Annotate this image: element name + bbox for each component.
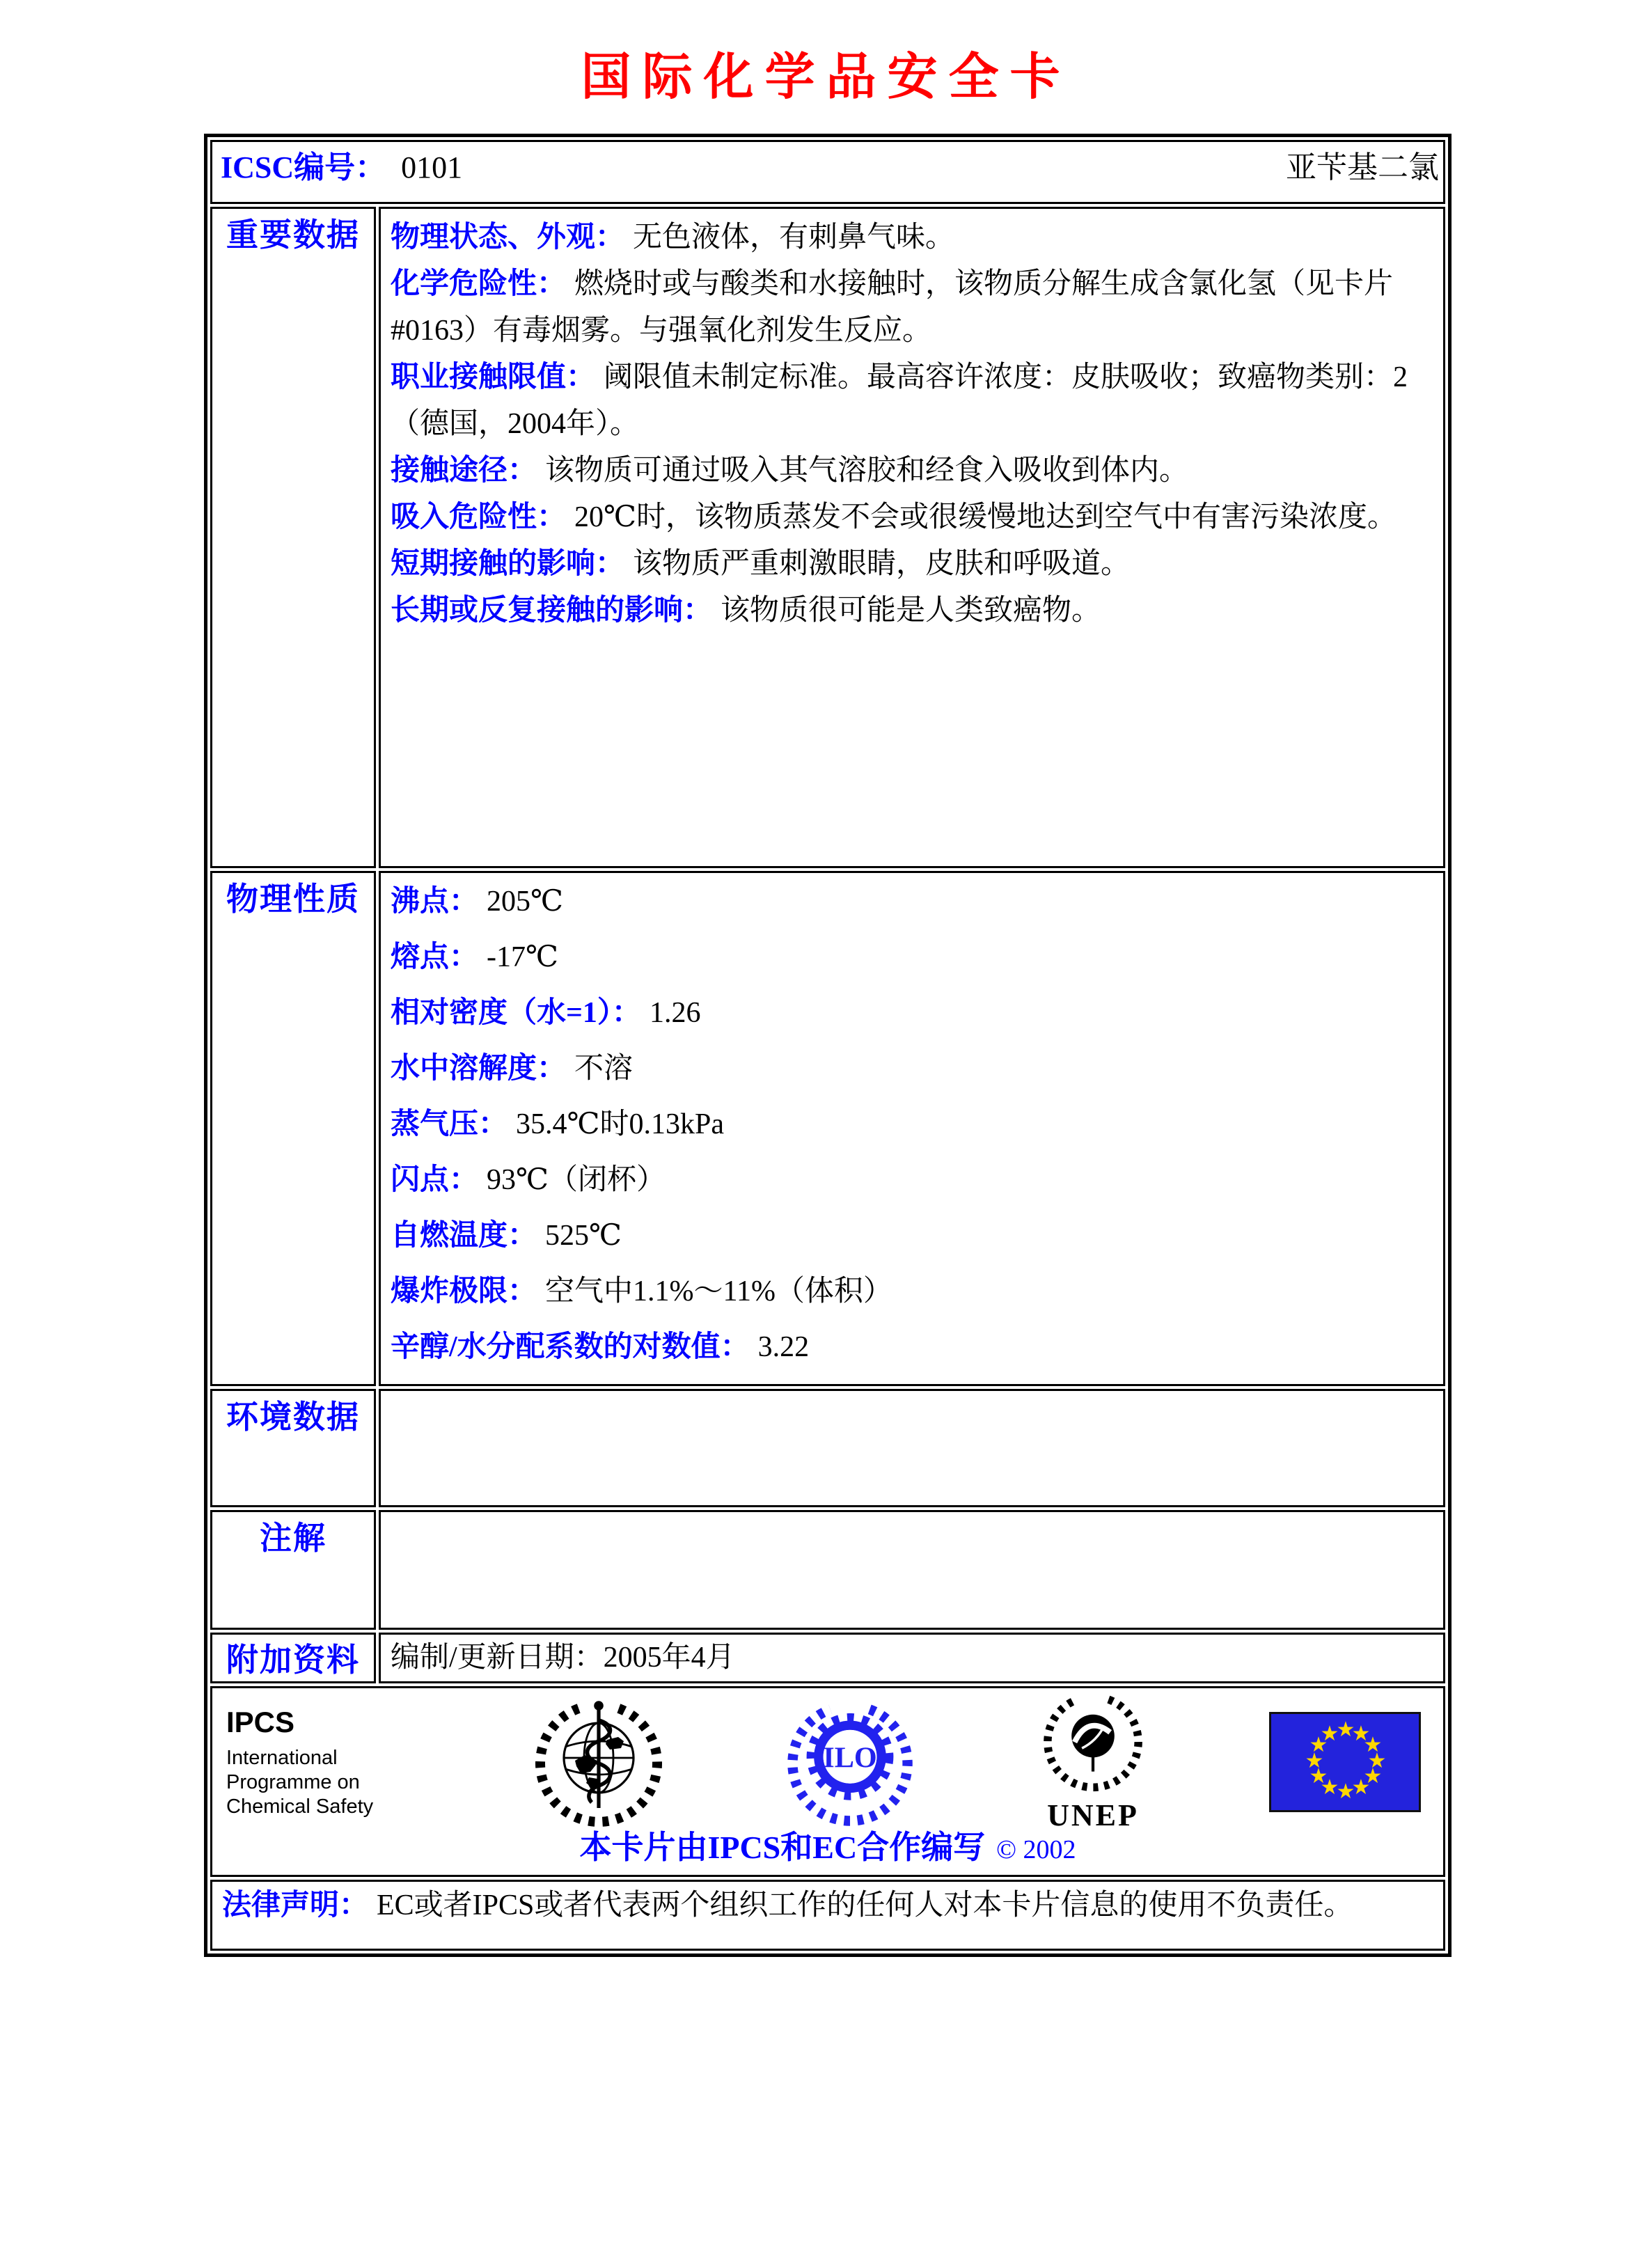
field-water-solubility [391, 1046, 1433, 1092]
field-flash-point [391, 1157, 1433, 1204]
field-label: 职业接触限值： [391, 361, 596, 393]
field-label: 沸点： [391, 886, 479, 918]
field-label: 接触途径： [391, 455, 537, 487]
field-value: 无色液体，有刺鼻气味。 [633, 221, 955, 253]
important-data-row [210, 207, 1445, 868]
field-value: 燃烧时或与酸类和水接触时，该物质分解生成含氯化氢（见卡片#0163）有毒烟雾。与强氧化剂发生反应。 [391, 268, 1394, 347]
notes-row [210, 1510, 1445, 1630]
unep-logo-icon [1032, 1692, 1154, 1796]
field-value: 该物质很可能是人类致癌物。 [721, 595, 1101, 627]
field-value: 205℃ [487, 886, 563, 918]
eu-star: ★ [1320, 1722, 1339, 1746]
chemical-name: 亚苄基二氯 [1286, 150, 1439, 184]
field-long-term-effects [391, 588, 1433, 634]
field-value: 空气中1.1%～11%（体积） [545, 1275, 892, 1307]
eu-star: ★ [1305, 1749, 1324, 1773]
copyright-text: © 2002 [996, 1835, 1076, 1864]
ipcs-acronym: IPCS [226, 1705, 295, 1738]
section-label-notes: 注解 [210, 1510, 376, 1630]
field-value: 3.22 [757, 1331, 810, 1363]
physical-properties-content [379, 871, 1445, 1386]
field-short-term-effects [391, 541, 1433, 588]
ilo-logo-icon [783, 1695, 917, 1829]
additional-info-row [210, 1633, 1445, 1683]
field-label: 物理状态、外观： [391, 221, 625, 253]
unep-wordmark: UNEP [1047, 1798, 1139, 1832]
icsc-number-value: 0101 [401, 150, 463, 184]
field-exposure-routes [391, 448, 1433, 494]
notes-content [379, 1510, 1445, 1630]
header-row [210, 140, 1445, 204]
field-value: 阈限值未制定标准。最高容许浓度：皮肤吸收；致癌物类别：2（德国，2004年）。 [391, 361, 1408, 440]
section-label-environmental-data: 环境数据 [210, 1389, 376, 1507]
environmental-data-content [379, 1389, 1445, 1507]
field-occupational-limit [391, 354, 1433, 448]
legal-notice-text: EC或者IPCS或者代表两个组织工作的任何人对本卡片信息的使用不负责任。 [377, 1889, 1353, 1921]
field-relative-density [391, 990, 1433, 1037]
eu-star: ★ [1351, 1722, 1371, 1746]
field-label: 化学危险性： [391, 268, 567, 300]
important-data-content [379, 207, 1445, 868]
eu-star: ★ [1320, 1775, 1339, 1800]
icsc-number-label: ICSC编号： [221, 150, 386, 184]
field-autoignition-temperature [391, 1213, 1433, 1259]
section-label-physical-properties: 物理性质 [210, 871, 376, 1386]
eu-star: ★ [1363, 1764, 1383, 1789]
additional-info-content: 编制/更新日期：2005年4月 [379, 1633, 1445, 1683]
field-label: 闪点： [391, 1164, 479, 1196]
field-label: 自燃温度： [391, 1220, 537, 1252]
field-value: 1.26 [649, 997, 701, 1029]
field-value: 35.4℃时0.13kPa [516, 1108, 724, 1140]
legal-notice-label: 法律声明： [222, 1889, 369, 1921]
field-explosive-limits [391, 1268, 1433, 1315]
field-label: 长期或反复接触的影响： [391, 595, 713, 627]
field-physical-state [391, 214, 1433, 261]
eu-star: ★ [1336, 1717, 1355, 1742]
section-label-important-data: 重要数据 [210, 207, 376, 868]
eu-star: ★ [1351, 1775, 1371, 1800]
physical-properties-row [210, 871, 1445, 1386]
ipcs-text-block [226, 1706, 414, 1819]
section-label-additional-info: 附加资料 [210, 1633, 376, 1683]
who-logo-icon [529, 1695, 668, 1829]
logos-row [210, 1686, 1445, 1877]
field-value: -17℃ [487, 941, 558, 973]
caption-text: 本卡片由IPCS和EC合作编写 [579, 1830, 986, 1865]
field-octanol-water-partition [391, 1324, 1433, 1371]
field-label: 相对密度（水=1）： [391, 997, 641, 1029]
unep-logo-block [1032, 1692, 1154, 1833]
eu-star: ★ [1363, 1733, 1383, 1757]
field-label: 爆炸极限： [391, 1275, 537, 1307]
field-label: 吸入危险性： [391, 501, 567, 533]
field-inhalation-risk [391, 494, 1433, 541]
ipcs-line: International [226, 1746, 338, 1769]
field-value: 525℃ [545, 1220, 622, 1252]
icsc-header [221, 142, 1439, 187]
field-label: 辛醇/水分配系数的对数值： [391, 1331, 750, 1363]
organization-logos [212, 1688, 1443, 1830]
field-melting-point [391, 934, 1433, 981]
eu-star: ★ [1367, 1749, 1387, 1773]
icsc-card-table [204, 134, 1452, 1957]
eu-star: ★ [1336, 1779, 1355, 1804]
field-value: 该物质严重刺激眼睛，皮肤和呼吸道。 [633, 548, 1131, 580]
field-boiling-point [391, 879, 1433, 925]
field-label: 熔点： [391, 941, 479, 973]
eu-star: ★ [1309, 1764, 1328, 1789]
ipcs-line: Programme on [226, 1770, 360, 1793]
ipcs-line: Chemical Safety [226, 1795, 374, 1818]
field-label: 水中溶解度： [391, 1053, 567, 1085]
field-value: 93℃（闭杯） [487, 1164, 666, 1196]
field-value: 不溶 [574, 1053, 634, 1085]
field-value: 20℃时，该物质蒸发不会或很缓慢地达到空气中有害污染浓度。 [574, 501, 1397, 533]
field-value: 该物质可通过吸入其气溶胶和经食入吸收到体内。 [545, 455, 1189, 487]
ilo-monogram: ILO [823, 1741, 877, 1775]
field-label: 蒸气压： [391, 1108, 508, 1140]
environmental-data-row [210, 1389, 1445, 1507]
field-chemical-danger [391, 261, 1433, 354]
page-title: 国际化学品安全卡 [581, 49, 1071, 105]
eu-flag-icon [1269, 1712, 1421, 1812]
cooperation-caption [212, 1822, 1443, 1868]
field-label: 短期接触的影响： [391, 548, 625, 580]
eu-star: ★ [1309, 1733, 1328, 1757]
legal-row [210, 1880, 1445, 1951]
field-vapor-pressure [391, 1101, 1433, 1148]
